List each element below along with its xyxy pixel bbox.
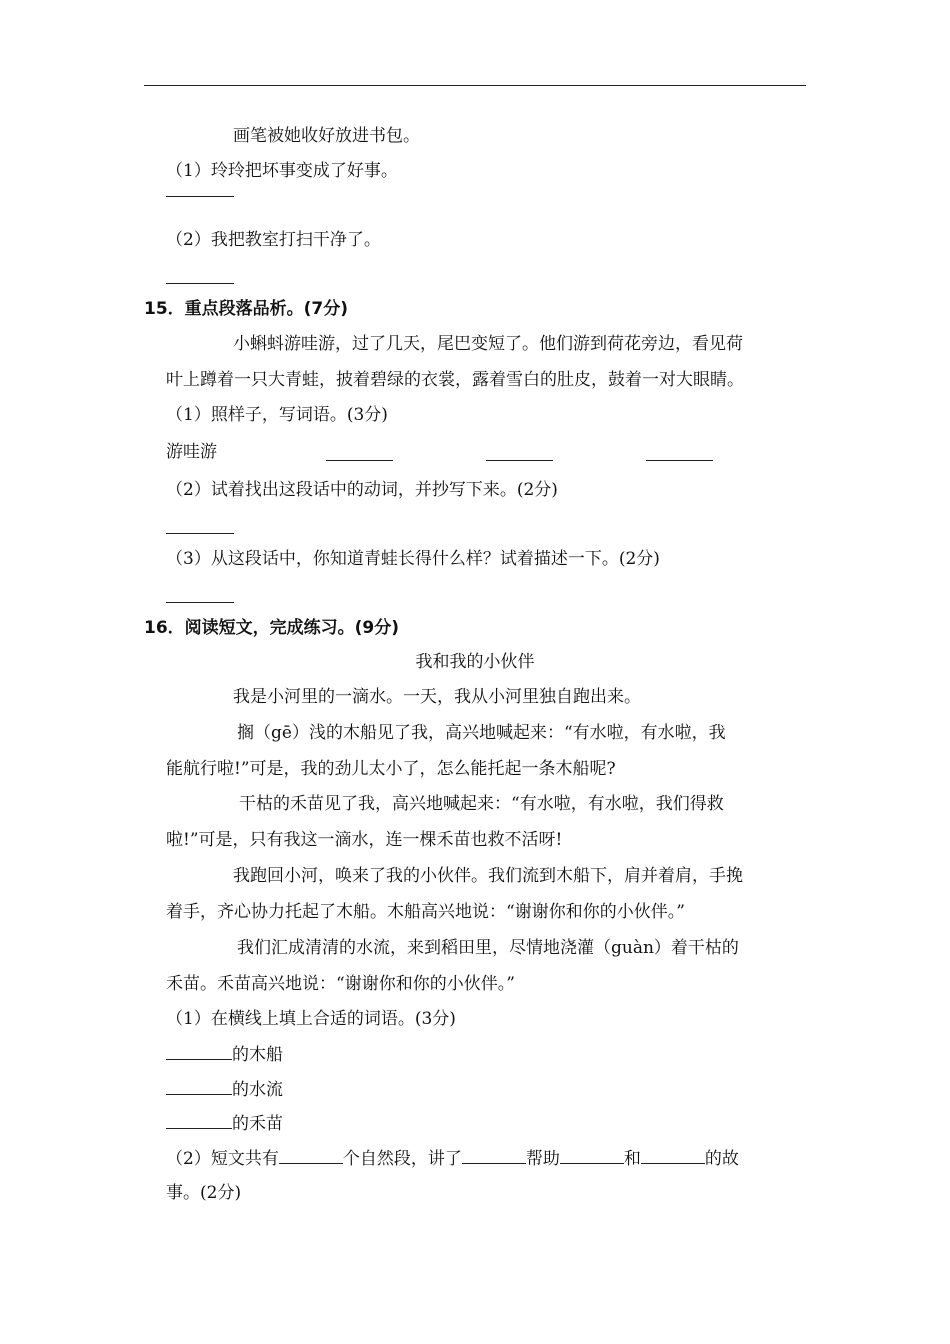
fill-label: 的禾苗 [232,1114,283,1134]
text-part: （2）短文共有 [166,1149,279,1169]
text-part: 帮助 [525,1149,560,1169]
header-rule [144,85,806,86]
sentence-2: （2）我把教室打扫干净了。 [166,230,381,250]
answer-blank[interactable] [166,1111,232,1129]
story-line: 干枯的禾苗见了我，高兴地喊起来：“有水啦，有水啦，我们得救 [239,794,724,814]
fill-label: 的木船 [232,1045,283,1065]
story-line: 能航行啦!”可是，我的劲儿太小了，怎么能托起一条木船呢? [166,759,616,779]
answer-blank[interactable] [166,1042,232,1060]
paragraph-line: 叶上蹲着一只大青蛙，披着碧绿的衣裳，露着雪白的肚皮，鼓着一对大眼睛。 [166,370,744,390]
answer-blank[interactable] [166,196,234,197]
sub-question: （1）在横线上填上合适的词语。(3分) [166,1009,456,1029]
text-part: 个自然段，讲了 [342,1149,462,1169]
fill-item [166,1111,283,1135]
answer-blank[interactable] [166,533,234,534]
answer-blank[interactable] [641,1146,705,1164]
sub-question [166,1146,739,1170]
answer-blank[interactable] [486,460,553,461]
answer-blank[interactable] [166,1077,232,1095]
text-part: 和 [623,1149,641,1169]
sub-question: （1）照样子，写词语。(3分) [166,405,388,425]
fill-item [166,1077,283,1101]
story-line: 禾苗。禾苗高兴地说：“谢谢你和你的小伙伴。” [166,974,515,994]
fill-item [166,1042,283,1066]
text-line: 画笔被她收好放进书包。 [233,126,420,146]
answer-blank[interactable] [279,1146,343,1164]
story-title: 我和我的小伙伴 [415,652,535,672]
story-line: 我跑回小河，唤来了我的小伙伴。我们流到木船下，肩并着肩，手挽 [233,866,743,886]
fill-label: 的水流 [232,1080,283,1100]
answer-blank[interactable] [462,1146,526,1164]
text-line: 事。(2分) [166,1183,242,1203]
question-15-title: 15．重点段落品析。(7分) [144,299,349,319]
answer-blank[interactable] [560,1146,624,1164]
sub-question: （2）试着找出这段话中的动词，并抄写下来。(2分) [166,480,558,500]
example-word: 游哇游 [166,442,217,462]
answer-blank[interactable] [326,460,393,461]
story-line: 啦!”可是，只有我这一滴水，连一棵禾苗也救不活呀! [166,830,563,850]
answer-blank[interactable] [166,602,234,603]
sub-question: （3）从这段话中，你知道青蛙长得什么样？试着描述一下。(2分) [166,549,660,569]
answer-blank[interactable] [166,283,234,284]
paragraph-line: 小蝌蚪游哇游，过了几天，尾巴变短了。他们游到荷花旁边，看见荷 [233,334,743,354]
text-part: 的故 [704,1149,739,1169]
story-line: 我是小河里的一滴水。一天，我从小河里独自跑出来。 [233,687,641,707]
story-line: 我们汇成清清的水流，来到稻田里，尽情地浇灌（guàn）着干枯的 [237,938,739,958]
sentence-1: （1）玲玲把坏事变成了好事。 [166,161,398,181]
answer-blank[interactable] [646,460,713,461]
story-line: 着手，齐心协力托起了木船。木船高兴地说：“谢谢你和你的小伙伴。” [166,902,685,922]
question-16-title: 16．阅读短文，完成练习。(9分) [144,618,400,638]
story-line: 搁（gē）浅的木船见了我，高兴地喊起来：“有水啦，有水啦，我 [237,723,726,743]
